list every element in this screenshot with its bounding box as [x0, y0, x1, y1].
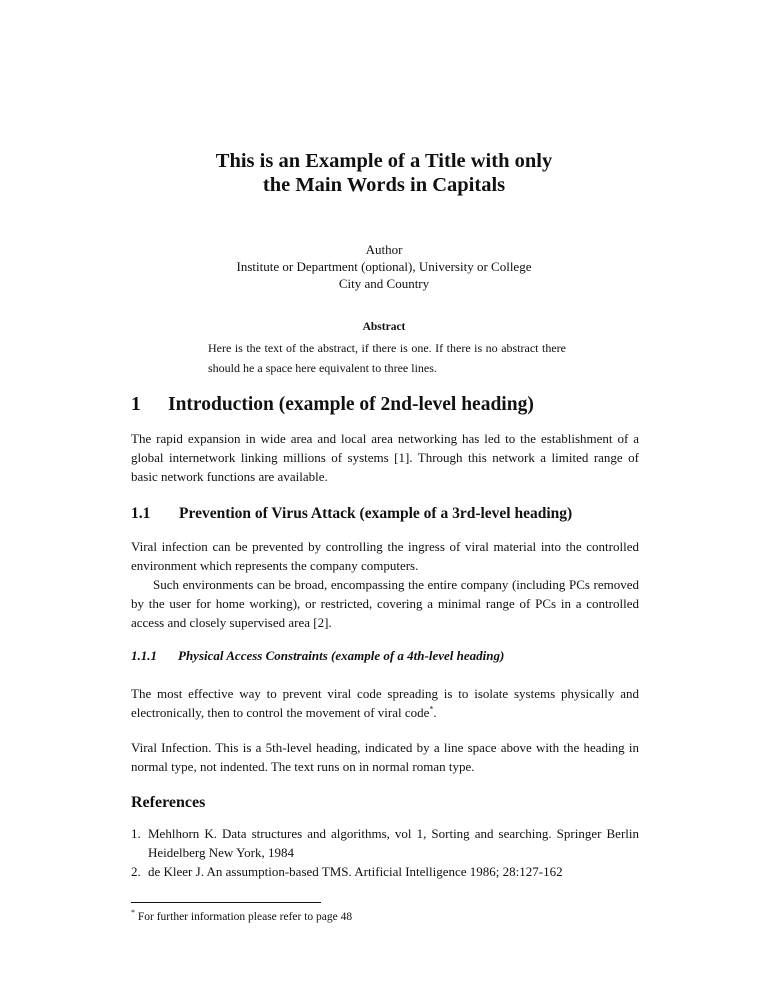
section-1-1-1-title: Physical Access Constraints (example of a 4th-level heading) [178, 648, 505, 663]
level-5-paragraph: Viral Infection. This is a 5th-level heading, indicated by a line space above with the heading in normal type, not indented. The text runs on in normal roman type. [131, 740, 639, 774]
section-1-heading [131, 394, 534, 416]
footnote [131, 910, 352, 924]
section-1-1-1-heading [131, 648, 504, 664]
paper-title [0, 149, 768, 197]
references-heading: References [131, 794, 206, 811]
title-line-2: the Main Words in Capitals [262, 174, 506, 196]
references-list [131, 824, 639, 881]
section-1-paragraph: The rapid expansion in wide area and local area networking has led to the establishment of a global internetwork linking millions of systems [1]. Through this network a limited range of basic network functions are available. [131, 431, 639, 484]
section-1-1-paragraph-2: Such environments can be broad, encompassing the entire company (including PCs removed by the user for home working), or restricted, covering a minimal range of PCs in a controlled access and closely supervised area [2]. [131, 577, 639, 630]
section-1-1-1-paragraph [131, 684, 639, 722]
section-1-1-1-text: The most effective way to prevent viral code spreading is to isolate systems physically and electronically, then to control the movement of viral code [131, 686, 639, 720]
reference-item [131, 862, 639, 881]
reference-number: 2. [131, 864, 141, 879]
footnote-marker: * [429, 704, 434, 714]
section-1-number: 1 [131, 394, 141, 415]
title-line-1: This is an Example of a Title with only [215, 150, 553, 172]
section-1-1-number: 1.1 [131, 505, 151, 522]
reference-number: 1. [131, 826, 141, 841]
section-1-1-1-period: . [433, 705, 437, 720]
section-1-1-1-number: 1.1.1 [131, 648, 157, 663]
footnote-text: For further information please refer to page 48 [137, 911, 353, 923]
reference-text: Mehlhorn K. Data structures and algorithms, vol 1, Sorting and searching. Springer Berlin Heidelberg New York, 1984 [148, 826, 639, 860]
footnote-divider [131, 902, 321, 903]
reference-text: de Kleer J. An assumption-based TMS. Artificial Intelligence 1986; 28:127-162 [148, 864, 563, 879]
section-1-1-paragraph-1: Viral infection can be prevented by controlling the ingress of viral material into the controlled environment which represents the company computers. [131, 539, 639, 573]
footnote-symbol: * [131, 908, 135, 918]
affiliation: Institute or Department (optional), University or College [236, 259, 532, 274]
section-1-title: Introduction (example of 2nd-level heading) [168, 394, 534, 415]
abstract-heading: Abstract [362, 321, 406, 333]
section-1-1-title: Prevention of Virus Attack (example of a 3rd-level heading) [179, 505, 573, 522]
reference-item [131, 824, 639, 862]
abstract-text: Here is the text of the abstract, if there is one. If there is no abstract there should he a space here equivalent to three lines. [208, 341, 566, 375]
section-1-1-heading [131, 505, 572, 523]
author: Author [365, 242, 403, 257]
location: City and Country [338, 276, 430, 291]
